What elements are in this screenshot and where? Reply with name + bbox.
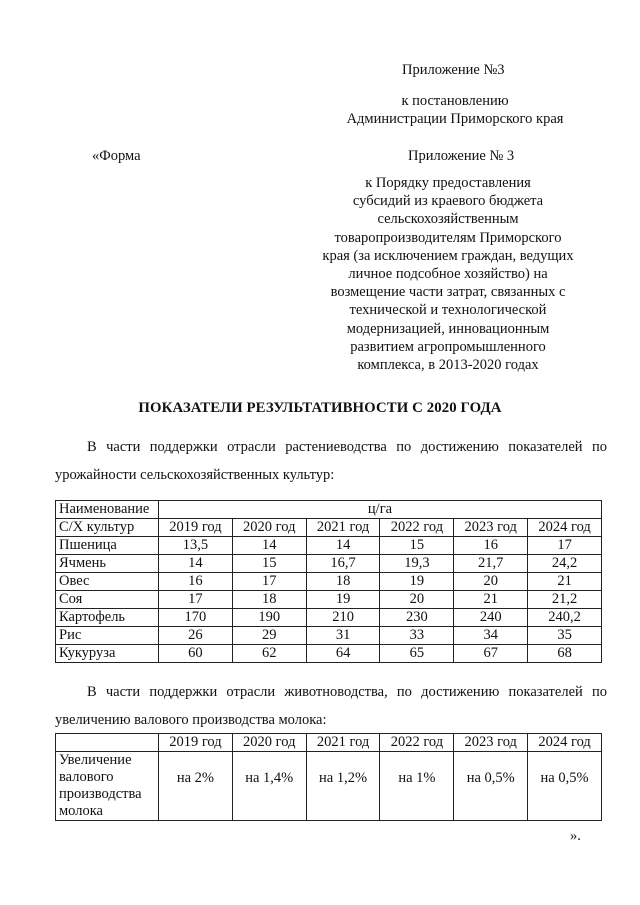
table-header-cell: Наименование	[56, 501, 159, 519]
value-cell: на 1,4%	[232, 752, 306, 821]
value-cell: 16,7	[306, 555, 380, 573]
value-cell: на 2%	[159, 752, 233, 821]
table-row	[56, 537, 602, 555]
annex-title: Приложение №3	[402, 62, 505, 78]
table-row	[56, 627, 602, 645]
value-cell: на 1%	[380, 752, 454, 821]
order-line: товаропроизводителям Приморского	[334, 229, 562, 246]
year-header-cell: 2022 год	[380, 519, 454, 537]
value-cell: 230	[380, 609, 454, 627]
year-header-cell: 2020 год	[232, 519, 306, 537]
value-cell: 26	[159, 627, 233, 645]
table-header-cell: С/Х культур	[56, 519, 159, 537]
year-header-cell: 2021 год	[306, 734, 380, 752]
crop-name-cell: Овес	[56, 573, 159, 591]
order-line: к Порядку предоставления	[365, 175, 531, 191]
value-cell: 21,7	[454, 555, 528, 573]
value-cell: 240	[454, 609, 528, 627]
year-header-cell: 2023 год	[454, 519, 528, 537]
year-header-cell: 2019 год	[159, 734, 233, 752]
value-cell: 17	[159, 591, 233, 609]
year-header-cell: 2020 год	[232, 734, 306, 752]
value-cell: на 0,5%	[454, 752, 528, 821]
row-label-line: молока	[59, 803, 103, 819]
order-line: субсидий из краевого бюджета	[352, 193, 544, 210]
value-cell: 21	[528, 573, 602, 591]
value-cell: 18	[232, 591, 306, 609]
resolution-reference	[335, 92, 575, 128]
milk-production-table	[55, 733, 602, 821]
value-cell: 21	[454, 591, 528, 609]
row-label-line: производства	[59, 786, 142, 802]
year-header-cell: 2024 год	[528, 734, 602, 752]
value-cell: 240,2	[528, 609, 602, 627]
value-cell: 16	[159, 573, 233, 591]
year-header-cell: 2023 год	[454, 734, 528, 752]
value-cell: 14	[159, 555, 233, 573]
row-label-cell	[56, 752, 159, 821]
value-cell: 16	[454, 537, 528, 555]
table-row	[56, 591, 602, 609]
order-line: сельскохозяйственным	[377, 211, 519, 228]
value-cell: 17	[232, 573, 306, 591]
value-cell: на 1,2%	[306, 752, 380, 821]
value-cell: 19,3	[380, 555, 454, 573]
crop-name-cell: Ячмень	[56, 555, 159, 573]
order-line: края (за исключением граждан, ведущих	[322, 247, 574, 264]
year-header-cell: 2022 год	[380, 734, 454, 752]
value-cell: 24,2	[528, 555, 602, 573]
crop-name-cell: Рис	[56, 627, 159, 645]
value-cell: 15	[232, 555, 306, 573]
year-header-cell: 2021 год	[306, 519, 380, 537]
unit-header-cell: ц/га	[159, 501, 602, 519]
annex3-title: Приложение № 3	[408, 148, 515, 164]
row-label-line: валового	[59, 769, 114, 785]
value-cell: 14	[232, 537, 306, 555]
value-cell: 15	[380, 537, 454, 555]
crop-name-cell: Пшеница	[56, 537, 159, 555]
value-cell: 19	[306, 591, 380, 609]
order-line: возмещение части затрат, связанных с	[330, 284, 566, 301]
value-cell: 67	[454, 645, 528, 663]
crop-name-cell: Картофель	[56, 609, 159, 627]
value-cell: 17	[528, 537, 602, 555]
value-cell: 21,2	[528, 591, 602, 609]
year-header-cell: 2019 год	[159, 519, 233, 537]
table-row	[56, 645, 602, 663]
empty-header-cell	[56, 734, 159, 752]
value-cell: 64	[306, 645, 380, 663]
value-cell: 68	[528, 645, 602, 663]
row-label-line: Увеличение	[59, 752, 132, 768]
resolution-line: Администрации Приморского края	[346, 111, 564, 127]
closing-quote: ».	[570, 828, 581, 844]
value-cell: 170	[159, 609, 233, 627]
order-reference	[312, 174, 584, 374]
table-row	[56, 752, 602, 821]
value-cell: 34	[454, 627, 528, 645]
value-cell: на 0,5%	[528, 752, 602, 821]
table-header-row	[56, 501, 602, 519]
value-cell: 33	[380, 627, 454, 645]
order-line: развитием агропромышленного	[350, 338, 546, 355]
value-cell: 20	[380, 591, 454, 609]
value-cell: 14	[306, 537, 380, 555]
crop-name-cell: Соя	[56, 591, 159, 609]
table-header-row	[56, 734, 602, 752]
value-cell: 18	[306, 573, 380, 591]
value-cell: 19	[380, 573, 454, 591]
order-line: модернизацией, инновационным	[346, 320, 550, 337]
resolution-line: к постановлению	[401, 93, 509, 109]
value-cell: 65	[380, 645, 454, 663]
value-cell: 62	[232, 645, 306, 663]
page-heading: ПОКАЗАТЕЛИ РЕЗУЛЬТАТИВНОСТИ С 2020 ГОДА	[138, 400, 502, 416]
crop-name-cell: Кукуруза	[56, 645, 159, 663]
value-cell: 20	[454, 573, 528, 591]
order-line: личное подсобное хозяйство) на	[348, 266, 548, 283]
table-header-row	[56, 519, 602, 537]
value-cell: 210	[306, 609, 380, 627]
year-header-cell: 2024 год	[528, 519, 602, 537]
table-row	[56, 555, 602, 573]
value-cell: 60	[159, 645, 233, 663]
paragraph-milk: В части поддержки отрасли животноводства, по достижению показателей по увеличению валового производства молока:	[55, 684, 607, 728]
value-cell: 190	[232, 609, 306, 627]
forma-label: «Форма	[92, 148, 141, 164]
value-cell: 29	[232, 627, 306, 645]
crops-yield-table	[55, 500, 602, 663]
value-cell: 31	[306, 627, 380, 645]
order-line: комплекса, в 2013-2020 годах	[357, 357, 539, 374]
value-cell: 13,5	[159, 537, 233, 555]
value-cell: 35	[528, 627, 602, 645]
paragraph-crops: В части поддержки отрасли растениеводства по достижению показателей по урожайности сельскохозяйственных культур:	[55, 439, 607, 483]
table-row	[56, 573, 602, 591]
table-row	[56, 609, 602, 627]
order-line: технической и технологической	[349, 302, 547, 319]
